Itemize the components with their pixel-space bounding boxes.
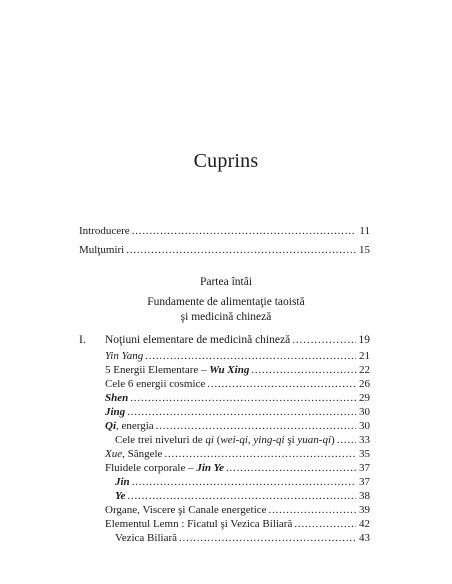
toc-page-number: 30 (359, 406, 370, 418)
leader-dots (164, 448, 356, 461)
leader-dots (294, 518, 356, 531)
toc-label (115, 434, 335, 447)
leader-dots (207, 378, 356, 391)
italic-term: Shen (105, 392, 129, 404)
leader-dots (179, 532, 356, 545)
leader-dots (145, 350, 356, 363)
toc-label: Mulţumiri (79, 244, 125, 256)
toc-row-introducere[interactable] (79, 225, 370, 238)
toc-page-number: 42 (359, 518, 370, 530)
toc-page-number: 30 (359, 420, 370, 432)
label-text: 5 Energii Elementare – (105, 364, 210, 376)
toc-row-jin[interactable] (115, 476, 370, 489)
toc-label: Cele 6 energii cosmice (105, 378, 206, 390)
toc-row-multumiri[interactable] (79, 244, 370, 257)
label-text: , Sângele (122, 448, 163, 460)
leader-dots (269, 504, 356, 517)
toc-label (115, 476, 130, 489)
toc-page-number: 19 (358, 334, 370, 346)
toc-label (105, 392, 128, 405)
toc-page-number: 33 (359, 434, 370, 446)
toc-row-wu-xing[interactable] (105, 364, 370, 377)
toc-page-number: 15 (359, 244, 370, 256)
toc-label: Organe, Viscere şi Canale energetice (105, 504, 267, 516)
toc-page-number: 43 (359, 532, 370, 544)
leader-dots (251, 364, 356, 377)
italic-term: wei-qi (220, 434, 248, 446)
label-text: ) (331, 434, 335, 446)
toc-page-number: 29 (359, 392, 370, 404)
leader-dots (132, 476, 356, 489)
toc-label: Vezica Biliară (115, 532, 177, 544)
label-text: , (247, 434, 254, 446)
leader-dots (156, 420, 356, 433)
toc-label (105, 364, 249, 377)
toc-page-number: 22 (359, 364, 370, 376)
toc-row-xue-sangele[interactable] (105, 448, 370, 461)
toc-page-number: 35 (359, 448, 370, 460)
page-title: Cuprins (193, 150, 259, 172)
toc-label (105, 406, 125, 419)
part-subtitle-line-2: şi medicină chineză (180, 311, 272, 323)
italic-term: qi (205, 434, 214, 446)
label-text: ( (213, 434, 221, 446)
toc-label (105, 462, 224, 475)
toc-label (105, 350, 143, 363)
italic-term: Jin Ye (196, 462, 224, 474)
italic-term: Ye (115, 490, 126, 502)
toc-page-number: 38 (359, 490, 370, 502)
toc-row-chapter-1[interactable] (79, 334, 370, 347)
toc-row-trei-niveluri[interactable] (115, 434, 370, 447)
leader-dots (132, 225, 356, 238)
toc-label (105, 448, 162, 461)
toc-row-energii-cosmice[interactable] (105, 378, 370, 391)
toc-page-number: 39 (359, 504, 370, 516)
label-text: , energia (116, 420, 154, 432)
toc-label: Introducere (79, 225, 130, 237)
toc-label (115, 490, 125, 503)
italic-term: Wu Xing (209, 364, 250, 376)
toc-label (105, 420, 154, 433)
toc-row-yin-yang[interactable] (105, 350, 370, 363)
leader-dots (130, 392, 356, 405)
toc-row-jing[interactable] (105, 406, 370, 419)
italic-term: Yin Yang (105, 350, 144, 362)
label-text: Fluidele corporale – (105, 462, 197, 474)
leader-dots (127, 406, 356, 419)
toc-page-number: 37 (359, 462, 370, 474)
leader-dots (127, 490, 356, 503)
italic-term: Xue (105, 448, 123, 460)
toc-row-ye[interactable] (115, 490, 370, 503)
label-text: Cele trei niveluri de (115, 434, 206, 446)
italic-term: Jin (115, 476, 130, 488)
part-heading: Partea întâi (199, 276, 253, 288)
part-subtitle-line-1: Fundamente de alimentaţie taoistă (147, 296, 305, 308)
italic-term: ying-qi (253, 434, 285, 446)
toc-row-elementul-lemn[interactable] (105, 518, 370, 531)
italic-term: Jing (105, 406, 126, 418)
toc-row-qi-energia[interactable] (105, 420, 370, 433)
italic-term: yuan-qi (297, 434, 332, 446)
toc-page-number: 11 (359, 225, 370, 237)
leader-dots (126, 244, 356, 257)
italic-term: Qi (105, 420, 116, 432)
toc-label: Noţiuni elementare de medicină chineză (105, 334, 291, 346)
toc-row-shen[interactable] (105, 392, 370, 405)
toc-page-number: 37 (359, 476, 370, 488)
toc-row-organe-viscere[interactable] (105, 504, 370, 517)
toc-row-vezica-biliara[interactable] (115, 532, 370, 545)
toc-page-number: 26 (359, 378, 370, 390)
leader-dots (226, 462, 356, 475)
chapter-number: I. (79, 334, 86, 346)
leader-dots (337, 434, 356, 447)
label-text: şi (284, 434, 298, 446)
toc-page-number: 21 (359, 350, 370, 362)
toc-label: Elementul Lemn : Ficatul şi Vezica Biliară (105, 518, 293, 530)
toc-row-fluidele-corporale[interactable] (105, 462, 370, 475)
leader-dots (292, 334, 356, 347)
